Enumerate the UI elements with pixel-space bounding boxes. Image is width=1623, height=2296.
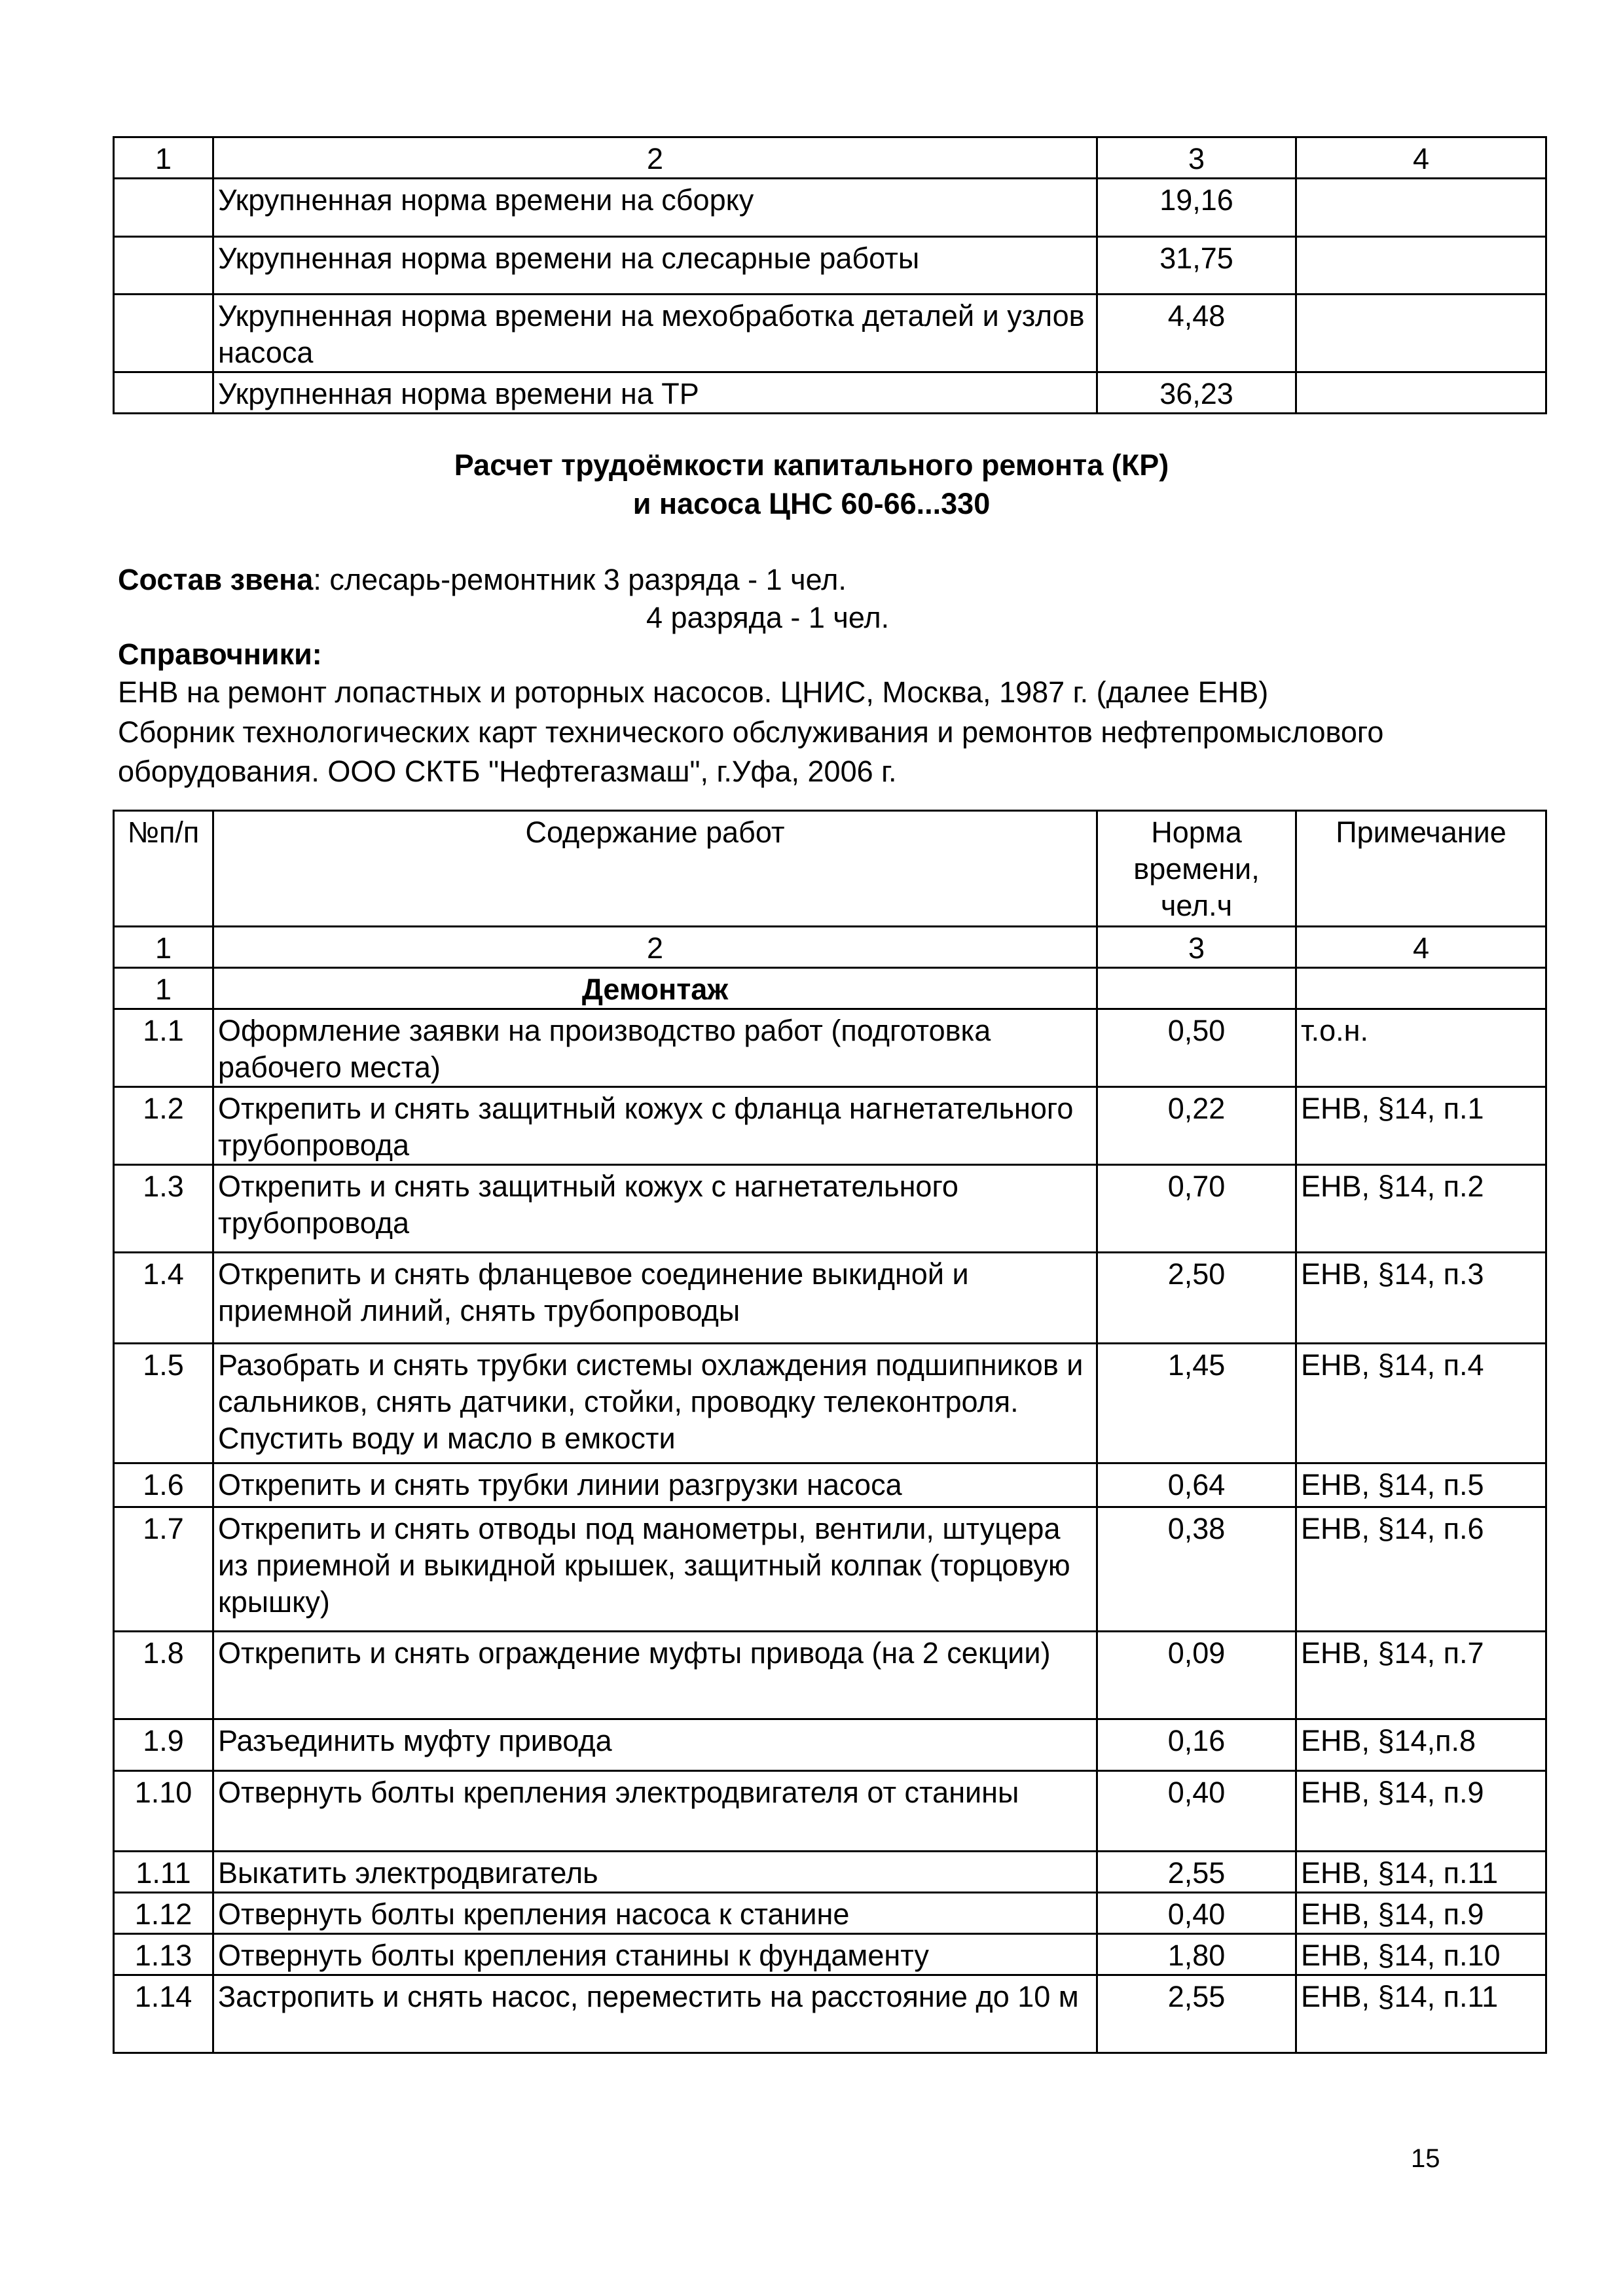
note: ЕНВ, §14, п.10 [1296,1934,1546,1975]
time-norm: 36,23 [1097,372,1296,414]
note: ЕНВ, §14, п.3 [1296,1253,1546,1344]
table-row [114,1893,1546,1934]
table-row [114,237,1546,295]
time-norm: 2,55 [1097,1975,1296,2053]
note: ЕНВ, §14, п.9 [1296,1893,1546,1934]
section-number: 1 [114,968,213,1009]
note: ЕНВ, §14, п.7 [1296,1632,1546,1719]
row-number: 1.7 [114,1507,213,1632]
crew-line2: 4 разряда - 1 чел. [646,601,890,634]
table-row [114,1934,1546,1975]
time-norm: 4,48 [1097,295,1296,372]
table-row [114,1852,1546,1893]
column-number: 1 [114,927,213,968]
row-number: 1.11 [114,1852,213,1893]
references-label: Справочники: [118,637,322,671]
time-norm: 0,09 [1097,1632,1296,1719]
work-description: Укрупненная норма времени на сборку [213,179,1097,237]
note: ЕНВ, §14,п.8 [1296,1719,1546,1771]
note [1296,372,1546,414]
note: ЕНВ, §14, п.1 [1296,1087,1546,1165]
section-row [114,968,1546,1009]
work-description: Отвернуть болты крепления насоса к станине [213,1893,1097,1934]
table-row [114,1771,1546,1852]
time-norm: 0,50 [1097,1009,1296,1087]
reference-line: Сборник технологических карт технического обслуживания и ремонтов нефтепромыслового [118,715,1384,749]
crew-composition [118,562,847,598]
column-number: 2 [213,927,1097,968]
work-description: Открепить и снять защитный кожух с фланца нагнетательного трубопровода [213,1087,1097,1165]
note: ЕНВ, §14, п.5 [1296,1463,1546,1507]
note [1296,968,1546,1009]
table-row [114,1975,1546,2053]
column-number-row [114,927,1546,968]
reference-line: ЕНВ на ремонт лопастных и роторных насосов. ЦНИС, Москва, 1987 г. (далее ЕНВ) [118,675,1269,709]
column-header: Норма времени, чел.ч [1097,811,1296,927]
work-description: Укрупненная норма времени на слесарные работы [213,237,1097,295]
table-row [114,295,1546,372]
work-description: Укрупненная норма времени на мехобработка деталей и узлов насоса [213,295,1097,372]
work-description: Застропить и снять насос, переместить на расстояние до 10 м [213,1975,1097,2053]
section-heading-line2: и насоса ЦНС 60-66...330 [632,487,991,520]
time-norm: 0,40 [1097,1771,1296,1852]
table-row [114,1253,1546,1344]
row-number: 1.9 [114,1719,213,1771]
reference-line: оборудования. ООО СКТБ "Нефтегазмаш", г.Уфа, 2006 г. [118,755,897,788]
crew-label: Состав звена [118,563,314,596]
note: ЕНВ, §14, п.2 [1296,1165,1546,1253]
note: т.о.н. [1296,1009,1546,1087]
column-header: №п/п [114,811,213,927]
note [1296,295,1546,372]
table-row [114,1344,1546,1463]
row-number: 1.2 [114,1087,213,1165]
table-row [114,1507,1546,1632]
time-norm: 2,55 [1097,1852,1296,1893]
column-number: 4 [1296,927,1546,968]
time-norm: 0,64 [1097,1463,1296,1507]
row-number: 1.12 [114,1893,213,1934]
row-number: 1.5 [114,1344,213,1463]
table-row [114,179,1546,237]
row-number: 1.8 [114,1632,213,1719]
time-norm [1097,968,1296,1009]
row-number [114,295,213,372]
row-number [114,372,213,414]
work-description: Отвернуть болты крепления электродвигателя от станины [213,1771,1097,1852]
row-number: 1.1 [114,1009,213,1087]
table-row [114,372,1546,414]
section-heading-line1: Расчет трудоёмкости капитального ремонта (КР) [454,448,1169,482]
table-row [114,1087,1546,1165]
time-norm: 0,16 [1097,1719,1296,1771]
work-description: Укрупненная норма времени на ТР [213,372,1097,414]
note: ЕНВ, §14, п.11 [1296,1975,1546,2053]
note: ЕНВ, §14, п.9 [1296,1771,1546,1852]
row-number [114,179,213,237]
column-number: 2 [213,137,1097,179]
time-norm: 0,70 [1097,1165,1296,1253]
work-description: Разобрать и снять трубки системы охлаждения подшипников и сальников, снять датчики, стойки, проводку телеконтроля. Спустить воду и масло в емкости [213,1344,1097,1463]
labor-table [113,810,1547,2054]
row-number: 1.10 [114,1771,213,1852]
time-norm: 0,22 [1097,1087,1296,1165]
column-number: 4 [1296,137,1546,179]
row-number: 1.6 [114,1463,213,1507]
work-description: Оформление заявки на производство работ (подготовка рабочего места) [213,1009,1097,1087]
row-number: 1.14 [114,1975,213,2053]
table-row [114,1165,1546,1253]
header-row [114,811,1546,927]
note: ЕНВ, §14, п.4 [1296,1344,1546,1463]
column-number: 3 [1097,137,1296,179]
work-description: Открепить и снять отводы под манометры, вентили, штуцера из приемной и выкидной крышек, защитный колпак (торцовую крышку) [213,1507,1097,1632]
column-header: Примечание [1296,811,1546,927]
note [1296,237,1546,295]
section-title: Демонтаж [213,968,1097,1009]
note: ЕНВ, §14, п.11 [1296,1852,1546,1893]
row-number: 1.4 [114,1253,213,1344]
crew-line1: : слесарь-ремонтник 3 разряда - 1 чел. [313,563,847,596]
time-norm: 0,40 [1097,1893,1296,1934]
time-norm: 2,50 [1097,1253,1296,1344]
row-number [114,237,213,295]
table-row [114,1463,1546,1507]
work-description: Выкатить электродвигатель [213,1852,1097,1893]
work-description: Разъединить муфту привода [213,1719,1097,1771]
table-row [114,1632,1546,1719]
row-number: 1.3 [114,1165,213,1253]
table-row [114,1009,1546,1087]
time-norm: 31,75 [1097,237,1296,295]
column-number-row [114,137,1546,179]
time-norm: 1,45 [1097,1344,1296,1463]
work-description: Открепить и снять защитный кожух с нагнетательного трубопровода [213,1165,1097,1253]
time-norm: 1,80 [1097,1934,1296,1975]
page-number: 15 [1411,2144,1440,2173]
note: ЕНВ, §14, п.6 [1296,1507,1546,1632]
summary-table [113,136,1547,414]
work-description: Отвернуть болты крепления станины к фундаменту [213,1934,1097,1975]
work-description: Открепить и снять фланцевое соединение выкидной и приемной линий, снять трубопроводы [213,1253,1097,1344]
table-row [114,1719,1546,1771]
note [1296,179,1546,237]
time-norm: 19,16 [1097,179,1296,237]
column-number: 1 [114,137,213,179]
column-header: Содержание работ [213,811,1097,927]
column-number: 3 [1097,927,1296,968]
work-description: Открепить и снять трубки линии разгрузки насоса [213,1463,1097,1507]
work-description: Открепить и снять ограждение муфты привода (на 2 секции) [213,1632,1097,1719]
time-norm: 0,38 [1097,1507,1296,1632]
row-number: 1.13 [114,1934,213,1975]
